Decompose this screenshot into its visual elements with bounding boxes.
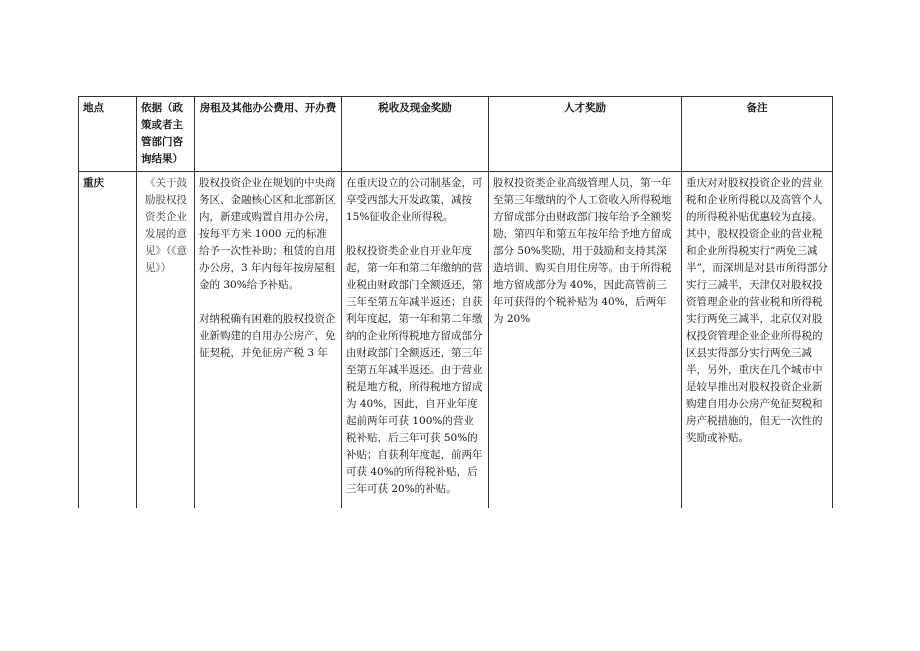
header-row [79, 97, 833, 172]
cell-rent [195, 172, 342, 509]
tax-paragraph-1: 在重庆设立的公司制基金，可享受西部大开发政策，减按 15%征收企业所得税。 [346, 177, 483, 223]
header-basis: 依据（政策或者主管部门咨询结果） [137, 97, 195, 172]
header-notes: 备注 [682, 97, 833, 172]
header-talent: 人才奖励 [489, 97, 682, 172]
cell-notes: 重庆对对股权投资企业的营业税和企业所得税以及高管个人的所得税补贴优惠较为直接。其中，股权投资企业的营业税和企业所得税实行“两免三减半”，而深圳是对县市所得部分实行三减半，天津仅对股权投资管理企业的营业税和所得税实行两免三减半，北京仅对股权投资管理企业企业所得税的区县实得部分实行两免三减半，另外，重庆在几个城市中是较早推出对股权投资企业新购建自用办公房产免征契税和房产税措施的，但无一次性的奖励或补贴。 [682, 172, 833, 509]
rent-paragraph-2: 对纳税确有困难的股权投资企业新购建的自用办公房产，免征契税，并免征房产税 3 年 [199, 313, 336, 359]
cell-talent: 股权投资类企业高级管理人员，第一年至第三年缴纳的个人工资收入所得税地方留成部分由财政部门按年给予全额奖励，第四年和第五年按年给予地方留成部分 50%奖励，用于鼓励和支持其深造培训、购买自用住房等。由于所得税地方留成部分为 40%，因此高管前三年可获得的个税补贴为 40%，后两年为 20% [489, 172, 682, 509]
table-row [79, 172, 833, 509]
header-rent: 房租及其他办公费用、开办费 [195, 97, 342, 172]
policy-table [78, 96, 833, 508]
cell-tax [342, 172, 489, 509]
rent-paragraph-1: 股权投资企业在规划的中央商务区、金融核心区和北部新区内，新建或购置自用办公房，按每平方米 1000 元的标准给予一次性补助；租赁的自用办公房，3 年内每年按房屋租金的 30%给予补贴。 [199, 177, 336, 291]
header-tax: 税收及现金奖励 [342, 97, 489, 172]
cell-basis: 《关于鼓励股权投资类企业发展的意见》（《意见》） [137, 172, 195, 509]
cell-location: 重庆 [79, 172, 137, 509]
header-location: 地点 [79, 97, 137, 172]
tax-paragraph-2: 股权投资类企业自开业年度起，第一年和第二年缴纳的营业税由财政部门全额返还，第三年至第五年减半返还；自获利年度起，第一年和第二年缴纳的企业所得税地方留成部分由财政部门全额返还，第三年至第五年减半返还。由于营业税是地方税，所得税地方留成为 40%，因此，自开业年度起前两年可获 100%的营业税补贴，后三年可获 50%的补贴；自获利年度起，前两年可获 40%的所得税补贴，后三年可获 20%的补贴。 [346, 245, 483, 495]
